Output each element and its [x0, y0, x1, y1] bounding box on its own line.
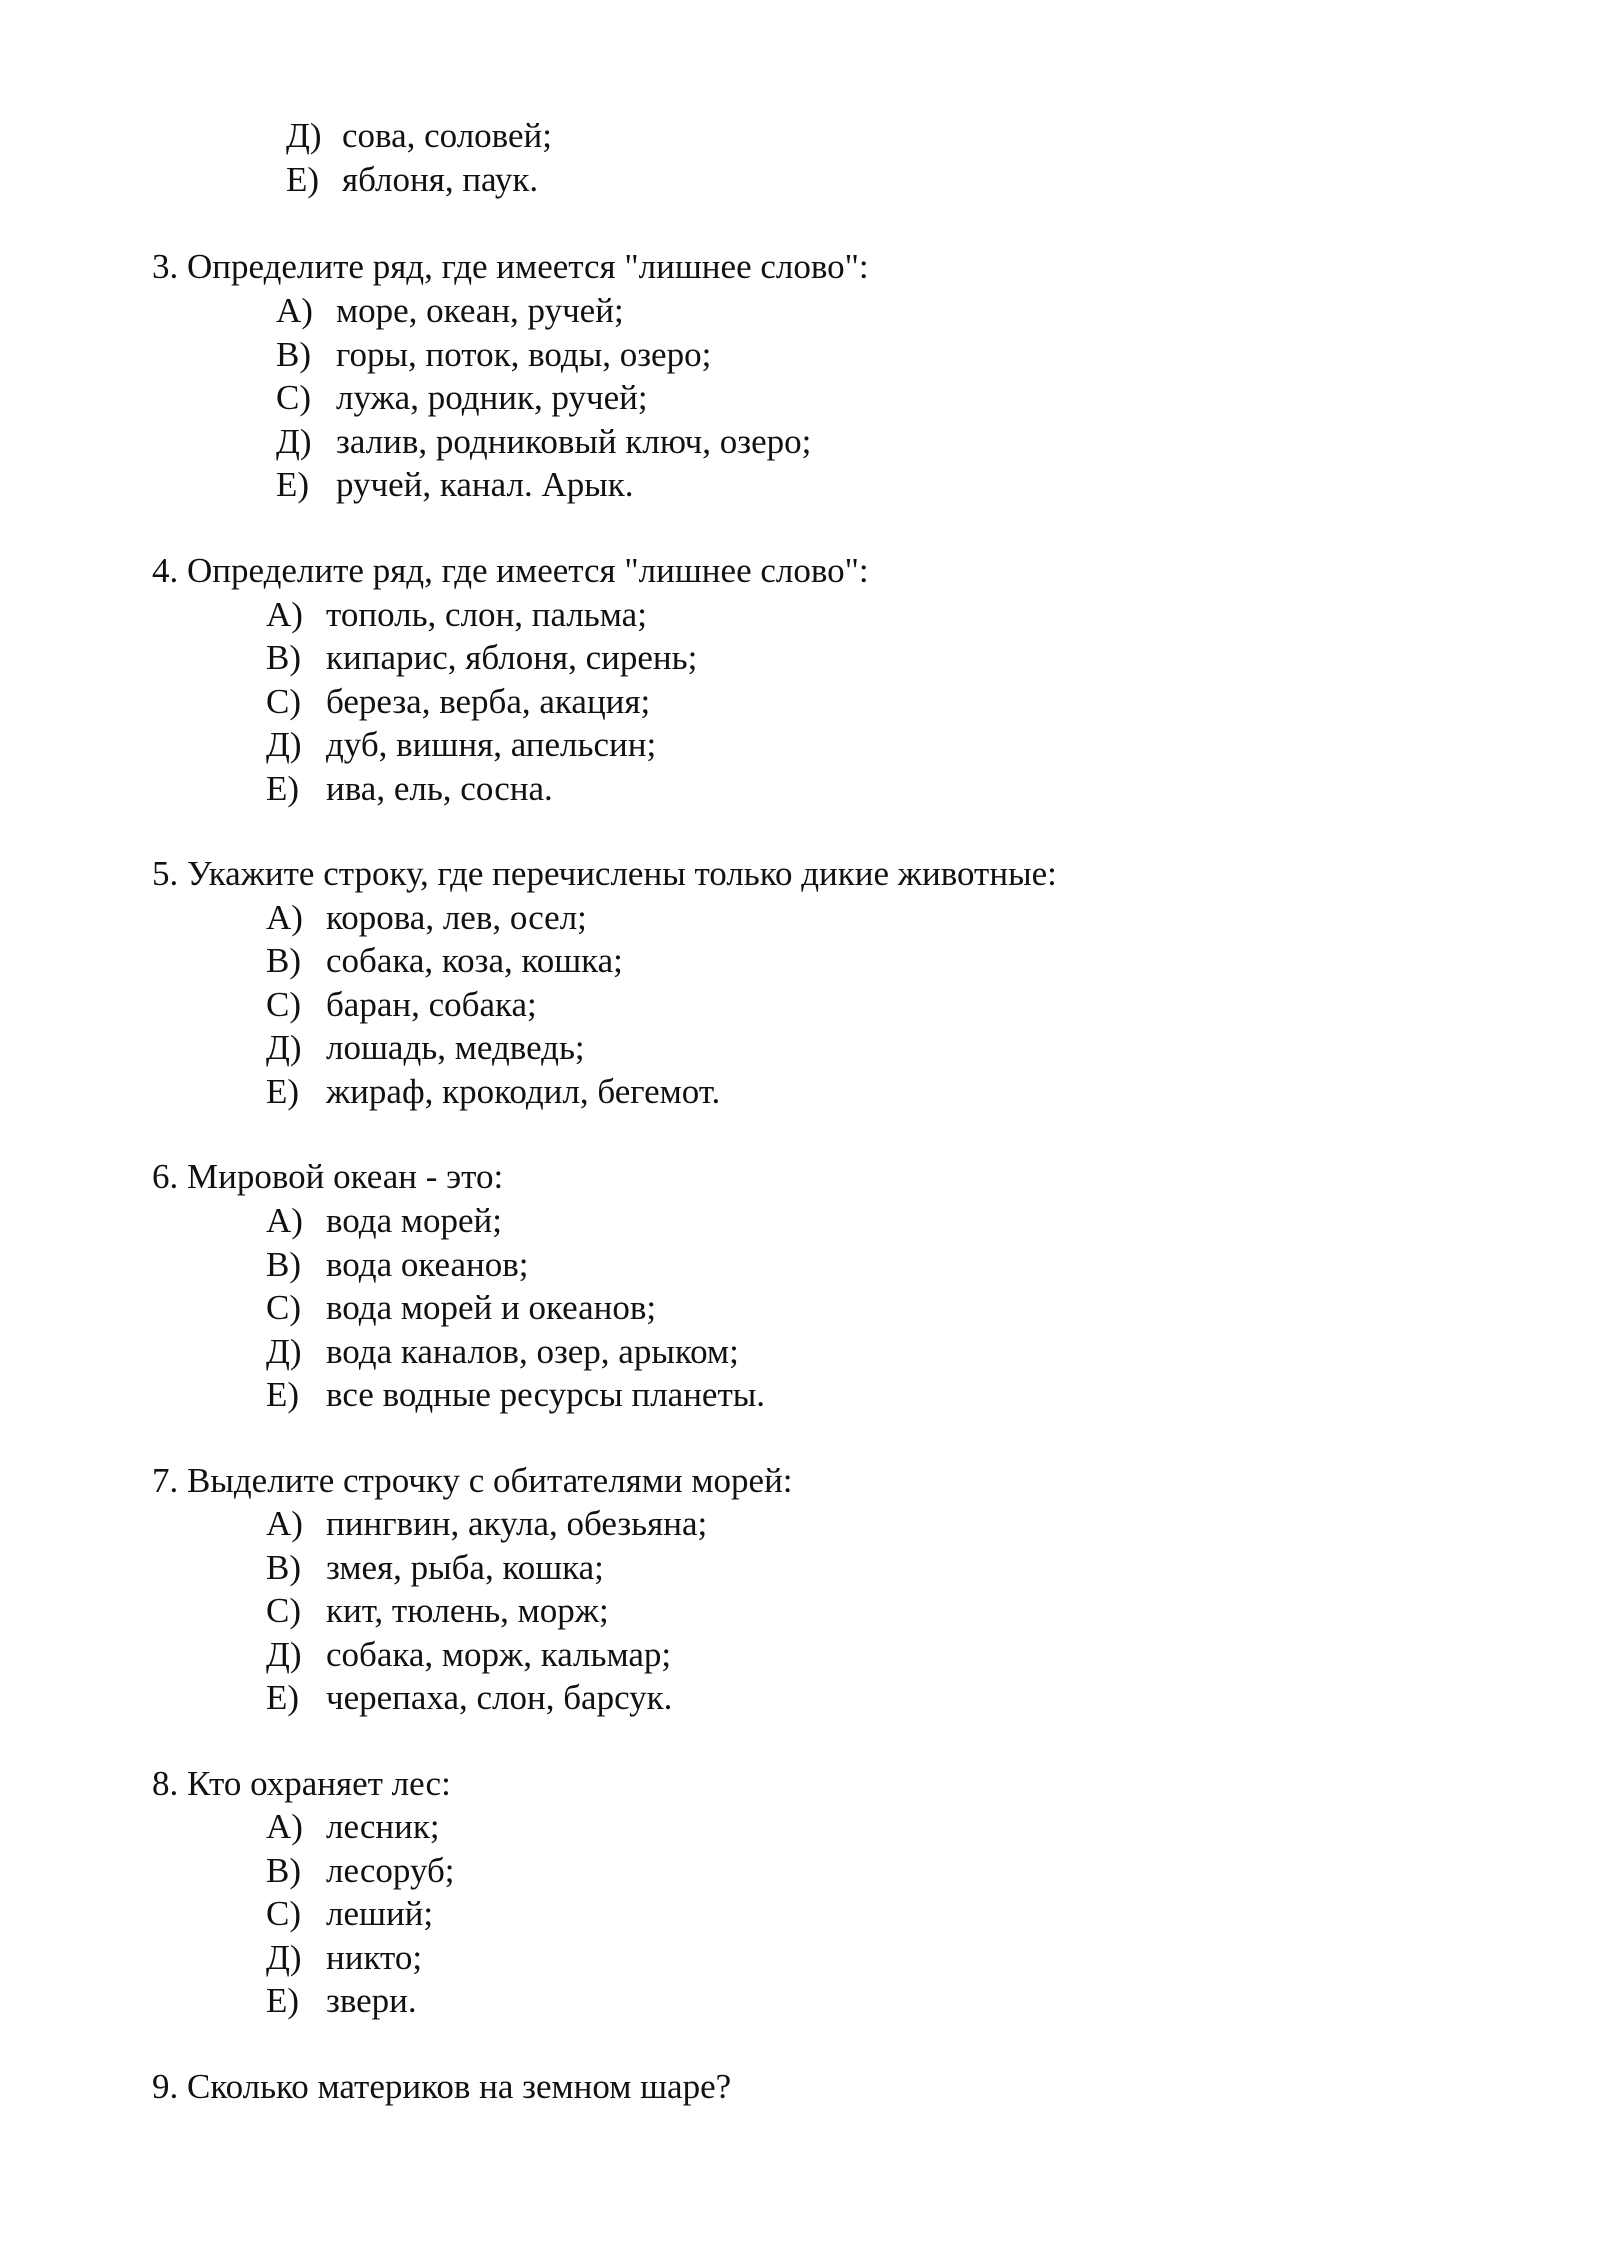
answer-option [266, 1633, 671, 1677]
option-letter: Д) [276, 422, 312, 461]
answer-option [266, 1979, 417, 2023]
option-text: лесоруб; [326, 1851, 455, 1890]
option-letter: С) [266, 985, 301, 1024]
option-letter: Д) [286, 116, 322, 155]
option-text: все водные ресурсы планеты. [326, 1375, 766, 1414]
option-text: черепаха, слон, барсук. [326, 1678, 673, 1717]
question-title: 8. Кто охраняет лес: [152, 1764, 451, 1803]
option-text: вода океанов; [326, 1245, 529, 1284]
option-letter: Е) [286, 160, 320, 199]
option-text: кит, тюлень, морж; [326, 1591, 609, 1630]
option-letter: А) [266, 898, 303, 937]
option-letter: С) [266, 1591, 301, 1630]
answer-option [266, 1243, 528, 1287]
option-text: ива, ель, сосна. [326, 769, 553, 808]
option-letter: В) [266, 638, 301, 677]
option-letter: А) [266, 1504, 303, 1543]
answer-option [266, 1330, 739, 1374]
answer-option [276, 463, 634, 507]
answer-option [266, 1026, 585, 1070]
option-text: ручей, канал. Арык. [336, 465, 634, 504]
option-letter: А) [266, 1201, 303, 1240]
option-letter: С) [266, 682, 301, 721]
option-letter: В) [266, 1851, 301, 1890]
answer-option [266, 1286, 656, 1330]
option-letter: С) [276, 378, 311, 417]
answer-option [266, 1805, 440, 1849]
option-text: жираф, крокодил, бегемот. [326, 1072, 721, 1111]
answer-option [266, 1502, 707, 1546]
option-letter: С) [266, 1894, 301, 1933]
option-letter: Е) [266, 1375, 300, 1414]
option-text: пингвин, акула, обезьяна; [326, 1504, 708, 1543]
option-text: лошадь, медведь; [326, 1028, 585, 1067]
option-letter: Д) [266, 1028, 302, 1067]
option-text: корова, лев, осел; [326, 898, 587, 937]
question-title: 3. Определите ряд, где имеется "лишнее слово": [152, 247, 869, 286]
answer-option [266, 1373, 765, 1417]
option-letter: Е) [276, 465, 310, 504]
option-letter: Е) [266, 1072, 300, 1111]
carryover-option [286, 114, 552, 158]
option-text: береза, верба, акация; [326, 682, 651, 721]
option-text: яблоня, паук. [342, 160, 539, 199]
option-letter: С) [266, 1288, 301, 1327]
answer-option [266, 983, 537, 1027]
option-letter: Д) [266, 1332, 302, 1371]
option-text: баран, собака; [326, 985, 537, 1024]
option-letter: Е) [266, 1678, 300, 1717]
option-text: горы, поток, воды, озеро; [336, 335, 712, 374]
option-letter: А) [266, 595, 303, 634]
option-letter: В) [276, 335, 311, 374]
answer-option [266, 1070, 720, 1114]
answer-option [266, 1676, 672, 1720]
option-letter: А) [276, 291, 313, 330]
answer-option [266, 1936, 422, 1980]
option-letter: В) [266, 941, 301, 980]
option-text: море, океан, ручей; [336, 291, 624, 330]
option-text: звери. [326, 1981, 417, 2020]
option-letter: А) [266, 1807, 303, 1846]
carryover-option [286, 158, 538, 202]
answer-option [266, 939, 623, 983]
answer-option [266, 680, 650, 724]
option-text: сова, соловей; [342, 116, 552, 155]
option-text: залив, родниковый ключ, озеро; [336, 422, 812, 461]
option-text: вода морей; [326, 1201, 503, 1240]
question-title: 9. Сколько материков на земном шаре? [152, 2067, 732, 2106]
answer-option [266, 723, 656, 767]
option-text: вода каналов, озер, арыком; [326, 1332, 739, 1371]
option-letter: Д) [266, 725, 302, 764]
option-text: лесник; [326, 1807, 440, 1846]
answer-option [266, 1849, 455, 1893]
answer-option [276, 420, 811, 464]
option-text: кипарис, яблоня, сирень; [326, 638, 698, 677]
option-text: собака, коза, кошка; [326, 941, 623, 980]
option-letter: В) [266, 1548, 301, 1587]
answer-option [276, 333, 711, 377]
answer-option [276, 376, 648, 420]
answer-option [276, 289, 624, 333]
option-letter: В) [266, 1245, 301, 1284]
answer-option [266, 593, 647, 637]
answer-option [266, 896, 587, 940]
answer-option [266, 1199, 502, 1243]
question-title: 6. Мировой океан - это: [152, 1157, 504, 1196]
question-title: 7. Выделите строчку с обитателями морей: [152, 1461, 793, 1500]
option-text: собака, морж, кальмар; [326, 1635, 672, 1674]
option-text: никто; [326, 1938, 423, 1977]
option-letter: Е) [266, 1981, 300, 2020]
option-letter: Д) [266, 1635, 302, 1674]
answer-option [266, 1546, 604, 1590]
option-text: леший; [326, 1894, 434, 1933]
option-text: змея, рыба, кошка; [326, 1548, 604, 1587]
question-title: 5. Укажите строку, где перечислены только дикие животные: [152, 854, 1057, 893]
option-letter: Е) [266, 769, 300, 808]
option-text: дуб, вишня, апельсин; [326, 725, 657, 764]
option-letter: Д) [266, 1938, 302, 1977]
option-text: лужа, родник, ручей; [336, 378, 648, 417]
answer-option [266, 636, 697, 680]
question-title: 4. Определите ряд, где имеется "лишнее слово": [152, 551, 869, 590]
answer-option [266, 767, 553, 811]
answer-option [266, 1589, 609, 1633]
option-text: вода морей и океанов; [326, 1288, 657, 1327]
option-text: тополь, слон, пальма; [326, 595, 647, 634]
answer-option [266, 1892, 433, 1936]
